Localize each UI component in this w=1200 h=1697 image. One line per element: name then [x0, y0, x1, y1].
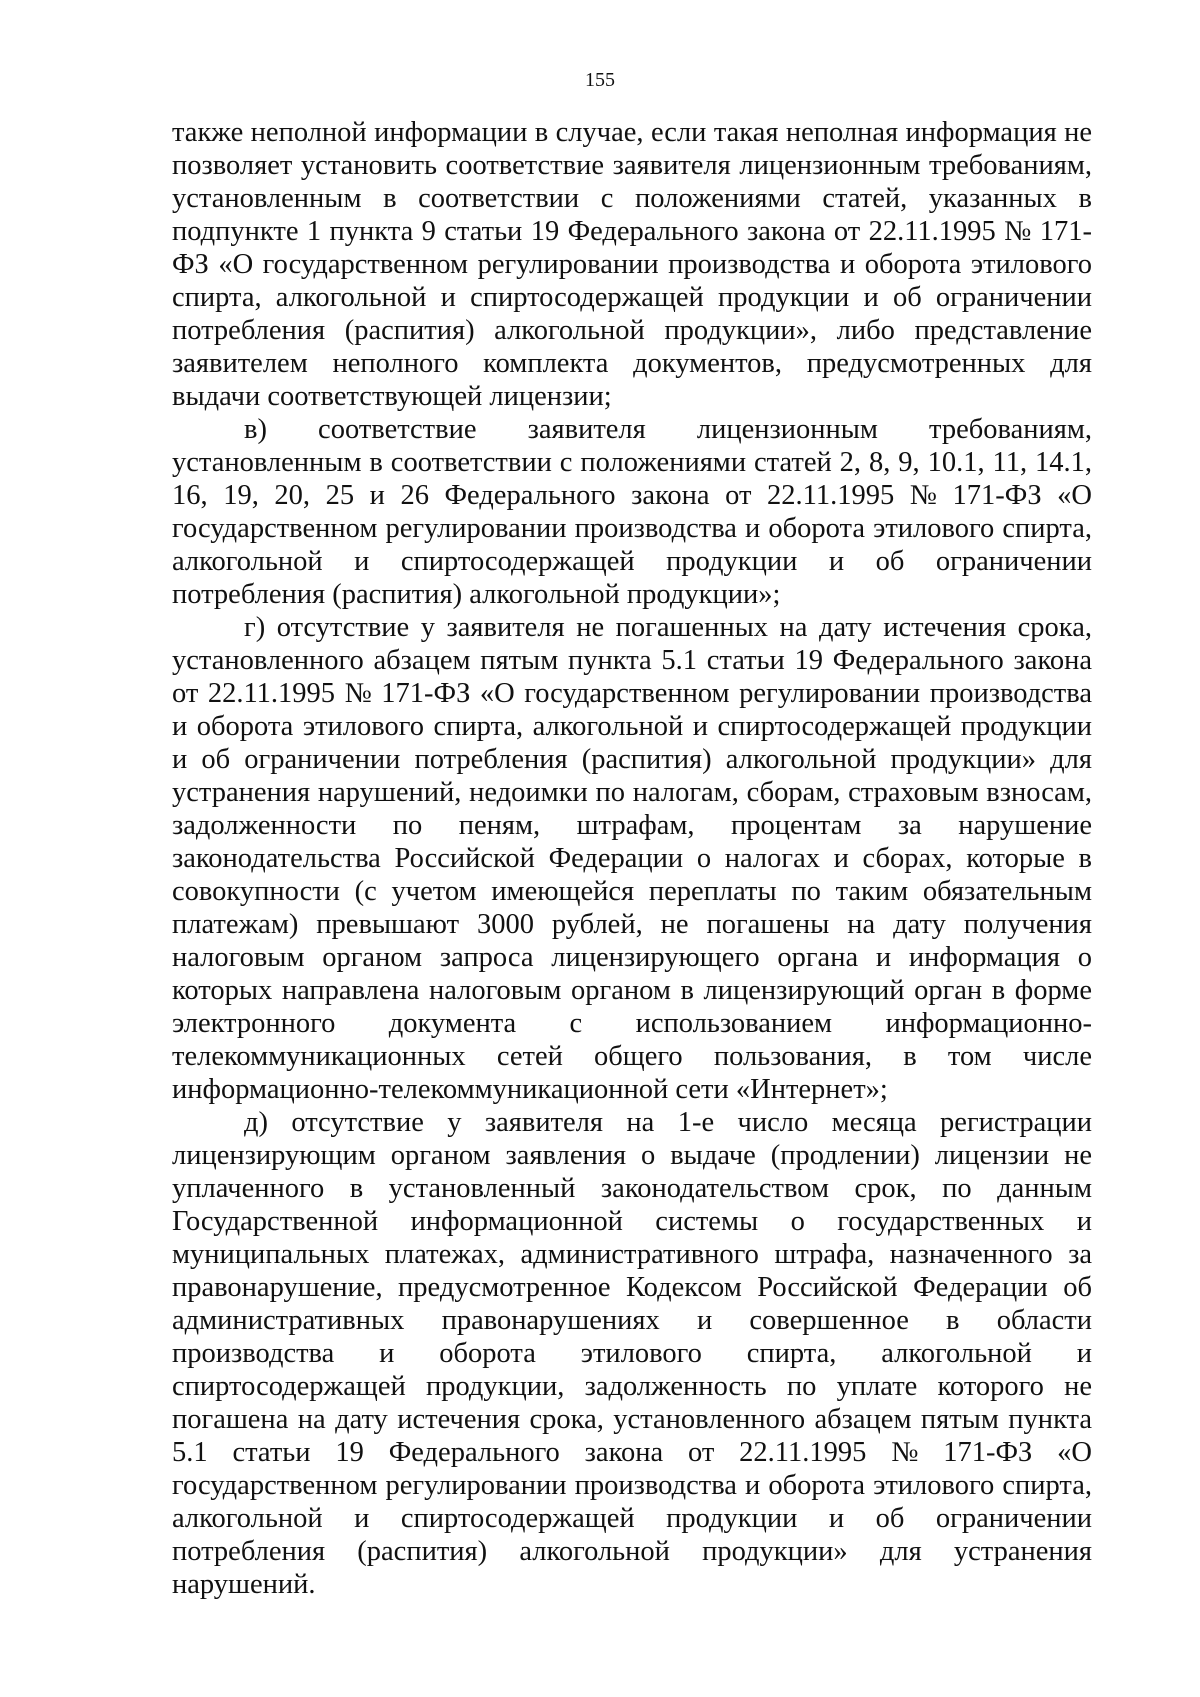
text-line: в) соответствие заявителя лицензионным требованиям, [244, 414, 1092, 445]
text-line: заявителем неполного комплекта документов, предусмотренных для [172, 348, 1092, 379]
text-line: потребления (распития) алкогольной продукции»; [172, 579, 781, 610]
text-line: нарушений. [172, 1569, 316, 1600]
text-line: производства и оборота этилового спирта, алкогольной и [172, 1338, 1092, 1369]
text-line: д) отсутствие у заявителя на 1-е число месяца регистрации [244, 1107, 1092, 1138]
text-line: позволяет установить соответствие заявителя лицензионным требованиям, [172, 150, 1092, 181]
text-line: 16, 19, 20, 25 и 26 Федерального закона от 22.11.1995 № 171-ФЗ «О [172, 480, 1092, 511]
text-line: потребления (распития) алкогольной продукции» для устранения [172, 1536, 1092, 1567]
text-line: устранения нарушений, недоимки по налогам, сборам, страховым взносам, [172, 777, 1092, 808]
text-line: алкогольной и спиртосодержащей продукции и об ограничении [172, 546, 1092, 577]
text-line: налоговым органом запроса лицензирующего органа и информация о [172, 942, 1092, 973]
text-line: также неполной информации в случае, если такая неполная информация не [172, 117, 1092, 148]
text-line: потребления (распития) алкогольной продукции», либо представление [172, 315, 1092, 346]
text-line: которых направлена налоговым органом в лицензирующий орган в форме [172, 975, 1092, 1006]
text-line: выдачи соответствующей лицензии; [172, 381, 612, 412]
text-line: 5.1 статьи 19 Федерального закона от 22.11.1995 № 171-ФЗ «О [172, 1437, 1092, 1468]
text-line: спирта, алкогольной и спиртосодержащей продукции и об ограничении [172, 282, 1092, 313]
text-line: от 22.11.1995 № 171-ФЗ «О государственном регулировании производства [172, 678, 1092, 709]
text-line: установленного абзацем пятым пункта 5.1 статьи 19 Федерального закона [172, 645, 1092, 676]
text-line: государственном регулировании производства и оборота этилового спирта, [172, 513, 1092, 544]
text-line: установленным в соответствии с положениями статей 2, 8, 9, 10.1, 11, 14.1, [172, 447, 1092, 478]
text-line: алкогольной и спиртосодержащей продукции и об ограничении [172, 1503, 1092, 1534]
text-line: совокупности (с учетом имеющейся переплаты по таким обязательным [172, 876, 1092, 907]
text-line: погашена на дату истечения срока, установленного абзацем пятым пункта [172, 1404, 1092, 1435]
text-line: уплаченного в установленный законодательством срок, по данным [172, 1173, 1092, 1204]
paragraph [172, 116, 1092, 413]
text-line: платежам) превышают 3000 рублей, не погашены на дату получения [172, 909, 1092, 940]
text-line: административных правонарушениях и совершенное в области [172, 1305, 1092, 1336]
text-line: спиртосодержащей продукции, задолженность по уплате которого не [172, 1371, 1092, 1402]
text-line: государственном регулировании производства и оборота этилового спирта, [172, 1470, 1092, 1501]
text-line: и оборота этилового спирта, алкогольной и спиртосодержащей продукции [172, 711, 1092, 742]
text-line: телекоммуникационных сетей общего пользования, в том числе [172, 1041, 1092, 1072]
page-number: 155 [585, 69, 615, 91]
text-line: информационно-телекоммуникационной сети «Интернет»; [172, 1074, 888, 1105]
text-line: электронного документа с использованием информационно- [172, 1008, 1092, 1039]
text-line: лицензирующим органом заявления о выдаче (продлении) лицензии не [172, 1140, 1092, 1171]
text-line: муниципальных платежах, административного штрафа, назначенного за [172, 1239, 1092, 1270]
text-line: законодательства Российской Федерации о налогах и сборах, которые в [172, 843, 1092, 874]
text-line: Государственной информационной системы о государственных и [172, 1206, 1092, 1237]
text-line: ФЗ «О государственном регулировании производства и оборота этилового [172, 249, 1092, 280]
text-line: г) отсутствие у заявителя не погашенных на дату истечения срока, [244, 612, 1092, 643]
text-line: задолженности по пеням, штрафам, процентам за нарушение [172, 810, 1092, 841]
text-line: и об ограничении потребления (распития) алкогольной продукции» для [172, 744, 1092, 775]
paragraph [172, 611, 1092, 1106]
text-line: подпункте 1 пункта 9 статьи 19 Федерального закона от 22.11.1995 № 171- [172, 216, 1092, 247]
text-line: правонарушение, предусмотренное Кодексом Российской Федерации об [172, 1272, 1092, 1303]
text-line: установленным в соответствии с положениями статей, указанных в [172, 183, 1092, 214]
document-body [172, 116, 1092, 1601]
paragraph [172, 413, 1092, 611]
paragraph [172, 1106, 1092, 1601]
